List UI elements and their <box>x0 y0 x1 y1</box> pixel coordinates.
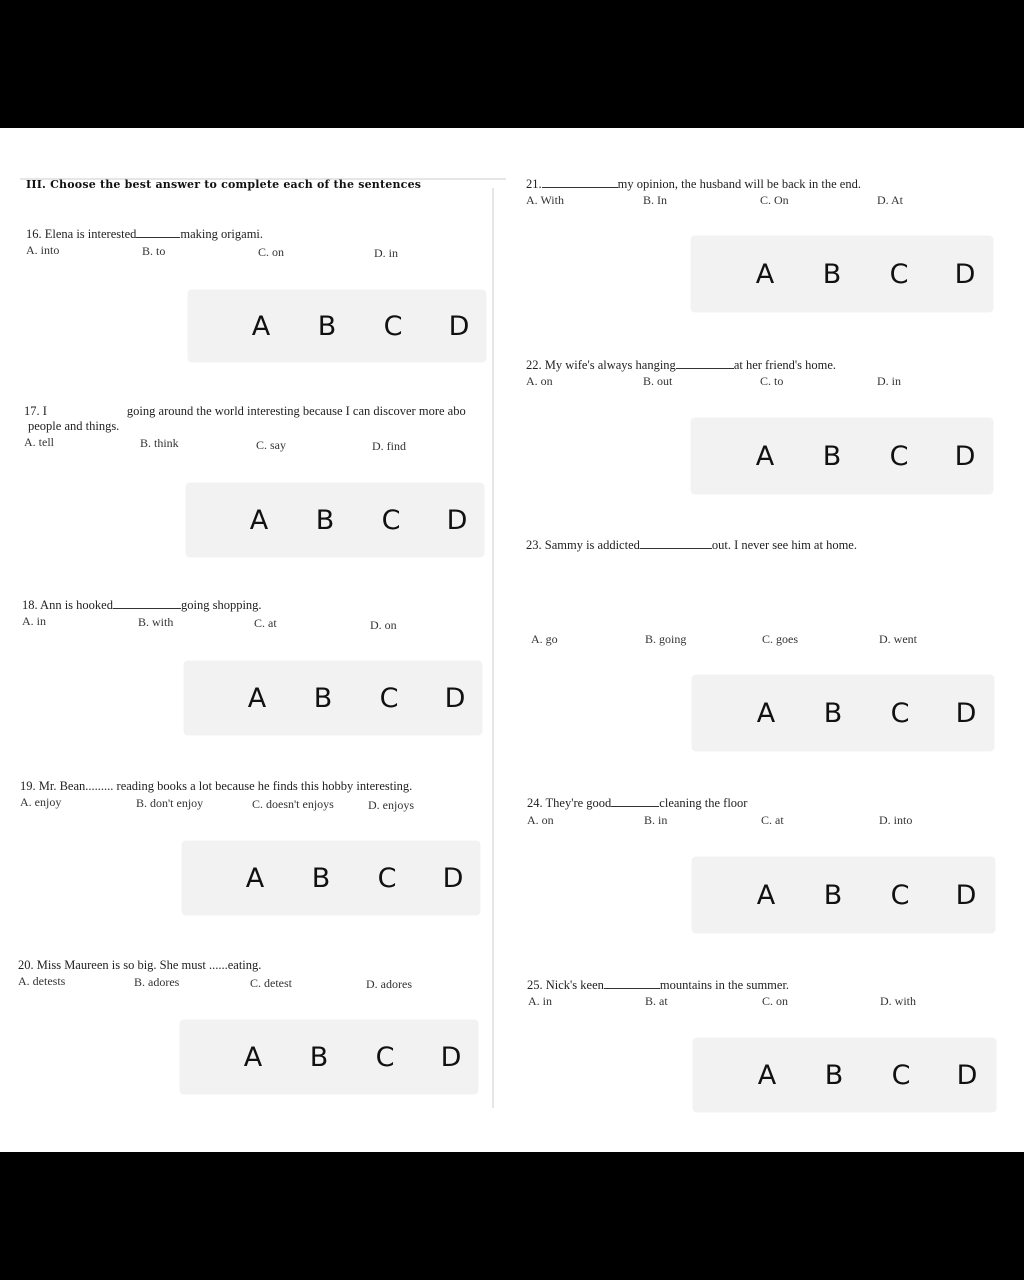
option-a: A. detests <box>18 974 66 988</box>
question-21 <box>526 177 861 192</box>
option-b: B. don't enjoy <box>136 796 204 810</box>
answer-c-button[interactable]: C <box>379 682 399 714</box>
question-22 <box>526 358 836 373</box>
answer-blank <box>136 237 180 238</box>
answer-b-button[interactable]: B <box>822 258 842 290</box>
answer-a-button[interactable]: A <box>245 862 265 894</box>
answer-d-button[interactable]: D <box>956 1059 978 1091</box>
option-c: C. goes <box>762 632 798 646</box>
answer-d-button[interactable]: D <box>955 879 977 911</box>
question-17-line-2: people and things. <box>28 419 120 433</box>
option-a: A. With <box>526 193 564 207</box>
answer-d-button[interactable]: D <box>954 258 976 290</box>
answer-c-button[interactable]: C <box>381 504 401 536</box>
column-divider <box>492 188 494 1108</box>
question-16 <box>26 227 263 242</box>
answer-b-button[interactable]: B <box>823 879 843 911</box>
option-b: B. with <box>138 615 174 629</box>
option-d: D. on <box>370 618 397 632</box>
option-d: D. find <box>372 439 406 453</box>
answer-box-16 <box>188 290 486 362</box>
answer-b-button[interactable]: B <box>823 697 843 729</box>
option-c: C. on <box>258 245 285 259</box>
answer-box-25 <box>693 1038 996 1112</box>
answer-b-button[interactable]: B <box>824 1059 844 1091</box>
option-c: C. say <box>256 438 286 452</box>
question-25 <box>527 978 789 993</box>
answer-a-button[interactable]: A <box>756 879 776 911</box>
answer-d-button[interactable]: D <box>954 440 976 472</box>
answer-d-button[interactable]: D <box>446 504 468 536</box>
option-a: A. in <box>528 994 552 1008</box>
option-b: B. at <box>645 994 668 1008</box>
question-17-stem-end: going around the world interesting because I can discover more abo <box>126 404 466 418</box>
answer-b-button[interactable]: B <box>311 862 331 894</box>
answer-d-button[interactable]: D <box>955 697 977 729</box>
option-d: D. enjoys <box>368 798 414 812</box>
answer-b-button[interactable]: B <box>317 310 337 342</box>
answer-d-button[interactable]: D <box>442 862 464 894</box>
answer-box-19 <box>182 841 480 915</box>
option-d: D. into <box>879 813 913 827</box>
question-20: 20. Miss Maureen is so big. She must ......eating. <box>18 958 262 972</box>
answer-box-22 <box>691 418 993 494</box>
option-d: D. in <box>877 374 901 388</box>
answer-a-button[interactable]: A <box>757 1059 777 1091</box>
question-16-stem-end: making origami. <box>180 227 264 241</box>
option-d: D. adores <box>366 977 412 991</box>
option-c: C. On <box>760 193 789 207</box>
option-a: A. tell <box>24 435 54 449</box>
answer-blank <box>113 608 181 609</box>
question-16-stem: 16. Elena is interested <box>26 227 137 241</box>
answer-c-button[interactable]: C <box>890 879 910 911</box>
option-a: A. on <box>527 813 554 827</box>
question-18-stem-end: going shopping. <box>180 598 262 612</box>
question-18-stem: 18. Ann is hooked <box>22 598 113 612</box>
answer-c-button[interactable]: C <box>383 310 403 342</box>
answer-c-button[interactable]: C <box>891 1059 911 1091</box>
answer-a-button[interactable]: A <box>756 697 776 729</box>
answer-a-button[interactable]: A <box>243 1041 263 1073</box>
answer-box-20 <box>180 1020 478 1094</box>
answer-blank <box>604 988 660 989</box>
option-b: B. In <box>643 193 667 207</box>
question-17 <box>24 404 466 419</box>
option-b: B. think <box>140 436 179 450</box>
answer-a-button[interactable]: A <box>755 258 775 290</box>
question-23-stem: 23. Sammy is addicted <box>526 538 640 552</box>
answer-b-button[interactable]: B <box>315 504 335 536</box>
answer-box-18 <box>184 661 482 735</box>
option-d: D. in <box>374 246 398 260</box>
answer-c-button[interactable]: C <box>377 862 397 894</box>
answer-blank <box>676 368 734 369</box>
option-c: C. detest <box>250 976 292 990</box>
option-d: D. went <box>879 632 917 646</box>
answer-c-button[interactable]: C <box>375 1041 395 1073</box>
question-24-stem-end: cleaning the floor <box>659 796 748 810</box>
option-c: C. at <box>254 616 277 630</box>
answer-c-button[interactable]: C <box>889 440 909 472</box>
option-a: A. enjoy <box>20 795 62 809</box>
question-25-stem-end: mountains in the summer. <box>659 978 790 992</box>
option-b: B. adores <box>134 975 180 989</box>
option-c: C. on <box>762 994 789 1008</box>
answer-b-button[interactable]: B <box>313 682 333 714</box>
question-22-stem-end: at her friend's home. <box>733 358 837 372</box>
question-19-stem: 19. Mr. Bean......... <box>20 779 114 793</box>
answer-a-button[interactable]: A <box>755 440 775 472</box>
option-c: C. to <box>760 374 784 388</box>
answer-a-button[interactable]: A <box>249 504 269 536</box>
question-23-stem-end: out. I never see him at home. <box>711 538 857 552</box>
answer-b-button[interactable]: B <box>309 1041 329 1073</box>
answer-c-button[interactable]: C <box>890 697 910 729</box>
worksheet-page <box>0 128 1024 1152</box>
option-c: C. at <box>761 813 784 827</box>
section-title: III. Choose the best answer to complete each of the sentences <box>26 178 422 191</box>
answer-a-button[interactable]: A <box>247 682 267 714</box>
answer-b-button[interactable]: B <box>822 440 842 472</box>
option-a: A. on <box>526 374 553 388</box>
answer-box-23 <box>692 675 994 751</box>
option-b: B. in <box>644 813 668 827</box>
question-25-stem: 25. Nick's keen <box>527 978 604 992</box>
answer-box-24 <box>692 857 995 933</box>
answer-d-button[interactable]: D <box>440 1041 462 1073</box>
option-a: A. go <box>531 632 558 646</box>
option-b: B. out <box>643 374 673 388</box>
question-17-stem: 17. I <box>24 404 47 418</box>
answer-a-button[interactable]: A <box>251 310 271 342</box>
question-24 <box>527 796 747 811</box>
answer-blank <box>542 187 618 188</box>
question-21-stem: 21. <box>526 177 542 191</box>
option-d: D. with <box>880 994 916 1008</box>
option-b: B. going <box>645 632 687 646</box>
option-d: D. At <box>877 193 904 207</box>
question-22-stem: 22. My wife's always hanging <box>526 358 676 372</box>
option-a: A. in <box>22 614 46 628</box>
question-19 <box>20 779 412 794</box>
answer-d-button[interactable]: D <box>444 682 466 714</box>
option-a: A. into <box>26 243 60 257</box>
question-18 <box>22 598 262 613</box>
answer-box-21 <box>691 236 993 312</box>
question-19-stem-end: reading books a lot because he finds this hobby interesting. <box>116 779 413 793</box>
option-b: B. to <box>142 244 166 258</box>
answer-blank <box>611 806 659 807</box>
answer-d-button[interactable]: D <box>448 310 470 342</box>
answer-box-17 <box>186 483 484 557</box>
question-21-stem-end: my opinion, the husband will be back in the end. <box>617 177 861 191</box>
answer-c-button[interactable]: C <box>889 258 909 290</box>
question-24-stem: 24. They're good <box>527 796 612 810</box>
question-23 <box>526 538 857 553</box>
answer-blank <box>640 548 712 549</box>
option-c: C. doesn't enjoys <box>252 797 334 811</box>
